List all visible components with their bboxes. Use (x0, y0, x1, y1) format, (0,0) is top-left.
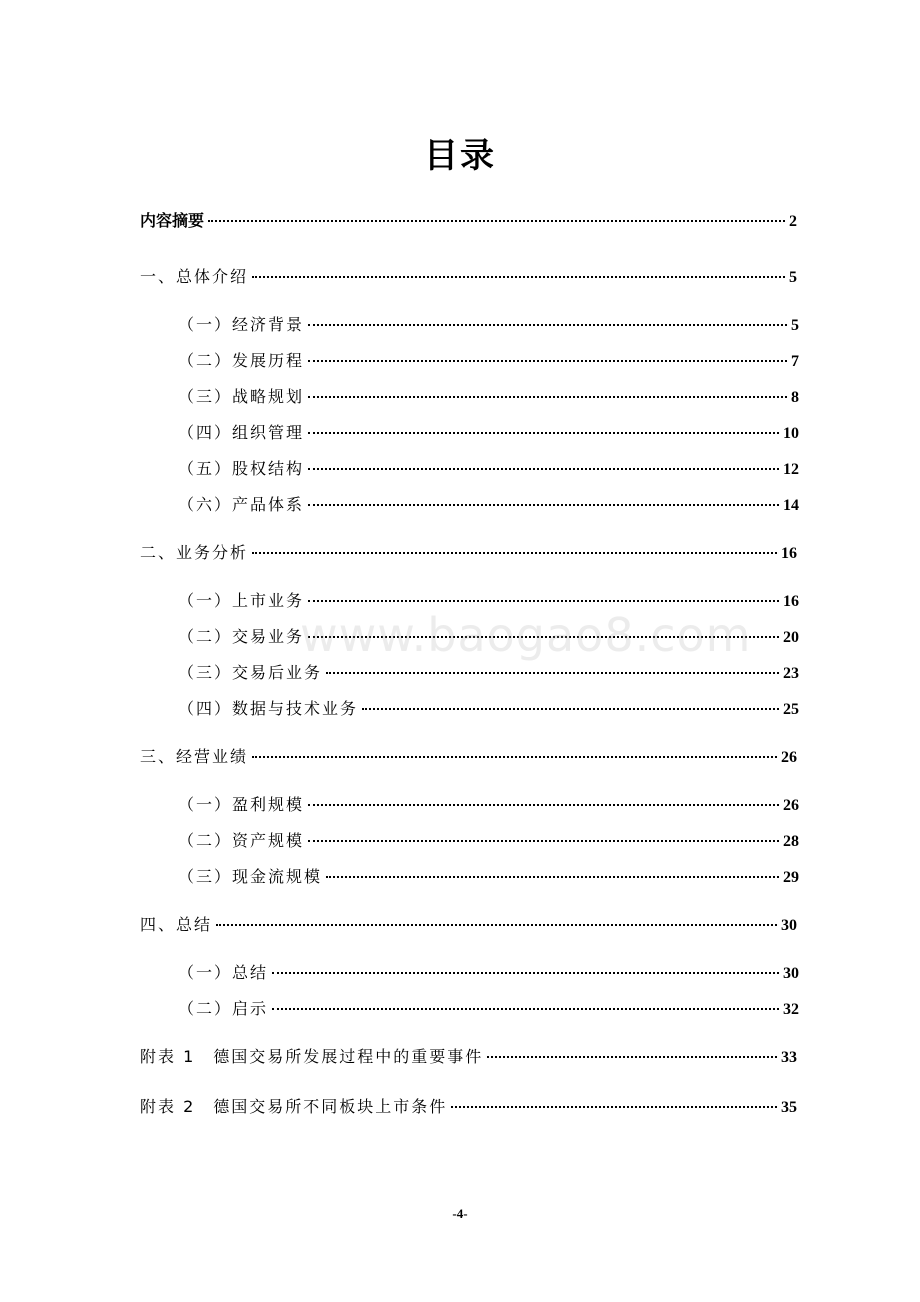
toc-leader-dots (252, 756, 777, 758)
toc-entry-label: （四）组织管理 (178, 423, 305, 442)
toc-entry[interactable] (178, 348, 799, 372)
toc-leader-dots (308, 432, 779, 434)
toc-entry-page: 7 (791, 353, 799, 370)
toc-entry[interactable] (178, 696, 799, 720)
page-number: -4- (452, 1206, 468, 1221)
toc-leader-dots (308, 840, 779, 842)
toc-entry-page: 30 (783, 965, 799, 982)
toc-entry-label: 一、总体介绍 (140, 267, 249, 286)
toc-entry-label: （一）总结 (178, 963, 269, 982)
toc-entry[interactable] (140, 1094, 797, 1118)
toc-entry-label: （二）发展历程 (178, 351, 305, 370)
watermark: www.baogao8.com (300, 608, 752, 662)
toc-entry[interactable] (140, 208, 797, 232)
toc-entry[interactable] (178, 660, 799, 684)
toc-entry[interactable] (140, 540, 797, 564)
toc-entry-page: 25 (783, 701, 799, 718)
toc-entry-page: 26 (781, 749, 797, 766)
toc-entry-label: （二）启示 (178, 999, 269, 1018)
toc-entry[interactable] (178, 624, 799, 648)
toc-entry-page: 29 (783, 869, 799, 886)
toc-entry-label: 二、业务分析 (140, 543, 249, 562)
toc-entry-page: 30 (781, 917, 797, 934)
toc-leader-dots (487, 1056, 777, 1058)
toc-entry-page: 32 (783, 1001, 799, 1018)
toc-entry[interactable] (178, 960, 799, 984)
toc-leader-dots (252, 552, 777, 554)
toc-entry-label: （三）战略规划 (178, 387, 305, 406)
toc-entry-page: 23 (783, 665, 799, 682)
toc-entry[interactable] (178, 384, 799, 408)
toc-entry[interactable] (178, 828, 799, 852)
toc-entry-page: 2 (789, 213, 797, 230)
toc-leader-dots (326, 876, 779, 878)
toc-entry-label: 内容摘要 (140, 211, 205, 230)
toc-entry[interactable] (178, 588, 799, 612)
toc-entry-page: 5 (791, 317, 799, 334)
toc-entry-page: 14 (783, 497, 799, 514)
toc-entry[interactable] (178, 996, 799, 1020)
toc-entry[interactable] (178, 456, 799, 480)
toc-entry-page: 26 (783, 797, 799, 814)
toc-entry-page: 8 (791, 389, 799, 406)
toc-entry-page: 20 (783, 629, 799, 646)
toc-entry-page: 10 (783, 425, 799, 442)
toc-leader-dots (308, 636, 779, 638)
toc-entry-label: （三）现金流规模 (178, 867, 323, 886)
toc-leader-dots (308, 360, 787, 362)
toc-entry-page: 35 (781, 1099, 797, 1116)
toc-entry[interactable] (178, 420, 799, 444)
toc-leader-dots (451, 1106, 777, 1108)
toc-leader-dots (308, 804, 779, 806)
toc-entry[interactable] (178, 492, 799, 516)
toc-leader-dots (308, 600, 779, 602)
toc-leader-dots (208, 220, 785, 222)
toc-leader-dots (362, 708, 779, 710)
toc-leader-dots (272, 972, 779, 974)
toc-entry[interactable] (140, 744, 797, 768)
toc-entry-label: （五）股权结构 (178, 459, 305, 478)
toc-entry-label: （三）交易后业务 (178, 663, 323, 682)
toc-leader-dots (308, 324, 787, 326)
toc-entry[interactable] (178, 312, 799, 336)
toc-entry-label: （二）交易业务 (178, 627, 305, 646)
toc-entry[interactable] (178, 864, 799, 888)
toc-entry[interactable] (140, 264, 797, 288)
toc-entry-label: （二）资产规模 (178, 831, 305, 850)
page-title: 目录 (424, 136, 496, 176)
toc-entry-page: 28 (783, 833, 799, 850)
toc-entry-label: （一）经济背景 (178, 315, 305, 334)
toc-entry[interactable] (178, 792, 799, 816)
toc-leader-dots (308, 468, 779, 470)
toc-entry-page: 12 (783, 461, 799, 478)
toc-entry-label: 附表 1 德国交易所发展过程中的重要事件 (140, 1047, 484, 1066)
toc-entry-page: 16 (783, 593, 799, 610)
toc-entry-label: （一）上市业务 (178, 591, 305, 610)
toc-leader-dots (326, 672, 779, 674)
toc-leader-dots (216, 924, 777, 926)
toc-leader-dots (308, 504, 779, 506)
toc-entry-label: （一）盈利规模 (178, 795, 305, 814)
toc-leader-dots (252, 276, 785, 278)
toc-leader-dots (308, 396, 787, 398)
toc-leader-dots (272, 1008, 779, 1010)
toc-entry[interactable] (140, 1044, 797, 1068)
toc-entry-page: 16 (781, 545, 797, 562)
toc-entry-label: 附表 2 德国交易所不同板块上市条件 (140, 1097, 448, 1116)
toc-entry-label: 四、总结 (140, 915, 213, 934)
toc-entry-label: （六）产品体系 (178, 495, 305, 514)
toc-entry-page: 33 (781, 1049, 797, 1066)
toc-entry[interactable] (140, 912, 797, 936)
toc-entry-label: 三、经营业绩 (140, 747, 249, 766)
toc-entry-label: （四）数据与技术业务 (178, 699, 359, 718)
toc-entry-page: 5 (789, 269, 797, 286)
